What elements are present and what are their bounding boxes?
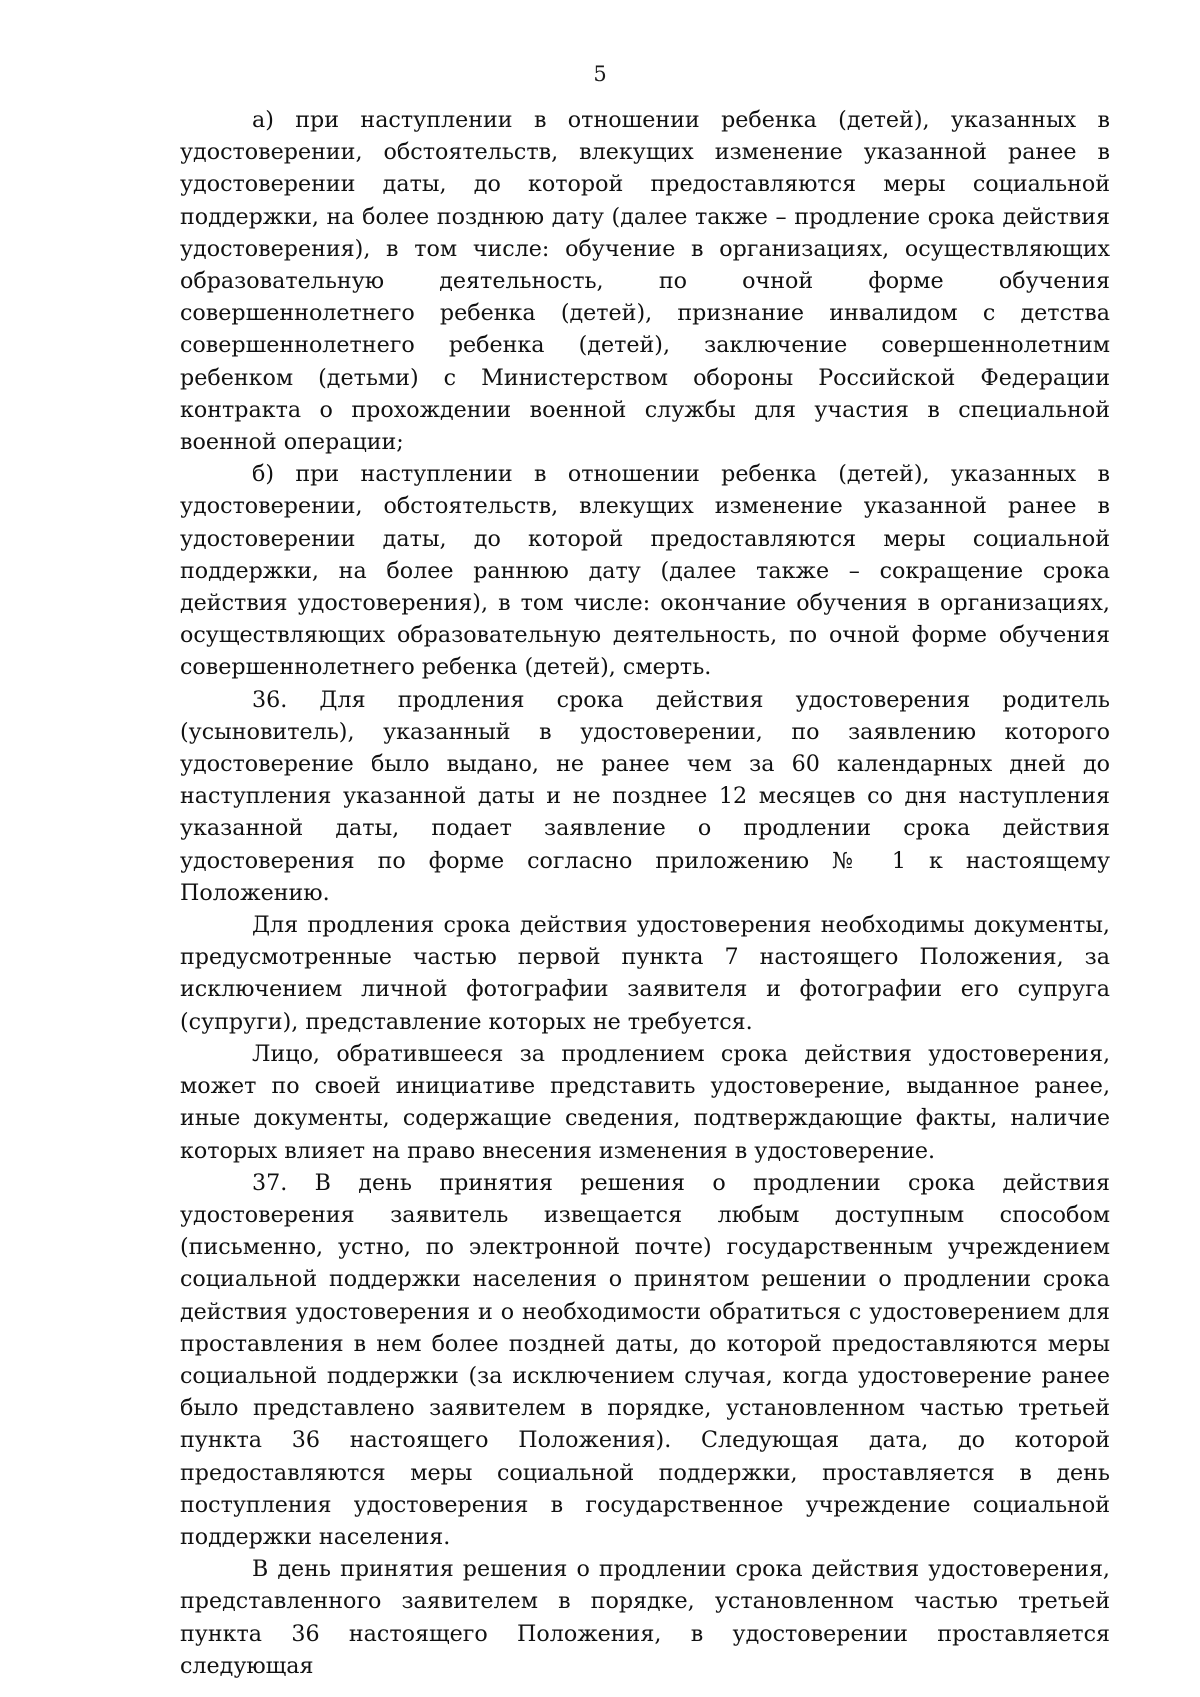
paragraph-36-part-3: Лицо, обратившееся за продлением срока действия удостоверения, может по своей инициативе представить удостоверение, выданное ранее, иные документы, содержащие сведения, подтверждающие факты, наличие которых влияет на право внесения изменения в удостоверение. [180, 1040, 1110, 1164]
paragraph-item-b: б) при наступлении в отношении ребенка (детей), указанных в удостоверении, обстоятельств, влекущих изменение указанной ранее в удостоверении даты, до которой предоставляются меры социальной поддержки, на более раннюю дату (далее также – сокращение срока действия удостоверения), в том числе: окончание обучения в организациях, осуществляющих образовательную деятельность, по очной форме обучения совершеннолетнего ребенка (детей), смерть. [180, 461, 1110, 681]
page-number: 5 [593, 62, 607, 86]
paragraph-36: 36. Для продления срока действия удостоверения родитель (усыновитель), указанный в удостоверении, по заявлению которого удостоверение было выдано, не ранее чем за 60 календарных дней до наступления указанной даты и не позднее 12 месяцев со дня наступления указанной даты, подает заявление о продлении срока действия удостоверения по форме согласно приложению № 1 к настоящему Положению. [180, 686, 1110, 906]
paragraph-36-part-2: Для продления срока действия удостоверения необходимы документы, предусмотренные частью первой пункта 7 настоящего Положения, за исключением личной фотографии заявителя и фотографии его супруга (супруги), представление которых не требуется. [180, 912, 1110, 1035]
document-body [180, 104, 1110, 1682]
paragraph-37-part-2: В день принятия решения о продлении срока действия удостоверения, представленного заявителем в порядке, установленном частью третьей пункта 36 настоящего Положения, в удостоверении проставляется следующая [180, 1556, 1110, 1679]
paragraph-item-a: а) при наступлении в отношении ребенка (детей), указанных в удостоверении, обстоятельств, влекущих изменение указанной ранее в удостоверении даты, до которой предоставляются меры социальной поддержки, на более позднюю дату (далее также – продление срока действия удостоверения), в том числе: обучение в организациях, осуществляющих образовательную деятельность, по очной форме обучения совершеннолетнего ребенка (детей), признание инвалидом с детства совершеннолетнего ребенка (детей), заключение совершеннолетним ребенком (детьми) с Министерством обороны Российской Федерации контракта о прохождении военной службы для участия в специальной военной операции; [180, 107, 1110, 456]
paragraph-37: 37. В день принятия решения о продлении срока действия удостоверения заявитель извещается любым доступным способом (письменно, устно, по электронной почте) государственным учреждением социальной поддержки населения о принятом решении о продлении срока действия удостоверения и о необходимости обратиться с удостоверением для проставления в нем более поздней даты, до которой предоставляются меры социальной поддержки (за исключением случая, когда удостоверение ранее было представлено заявителем в порядке, установленном частью третьей пункта 36 настоящего Положения). Следующая дата, до которой предоставляются меры социальной поддержки, проставляется в день поступления удостоверения в государственное учреждение социальной поддержки населения. [180, 1169, 1110, 1550]
